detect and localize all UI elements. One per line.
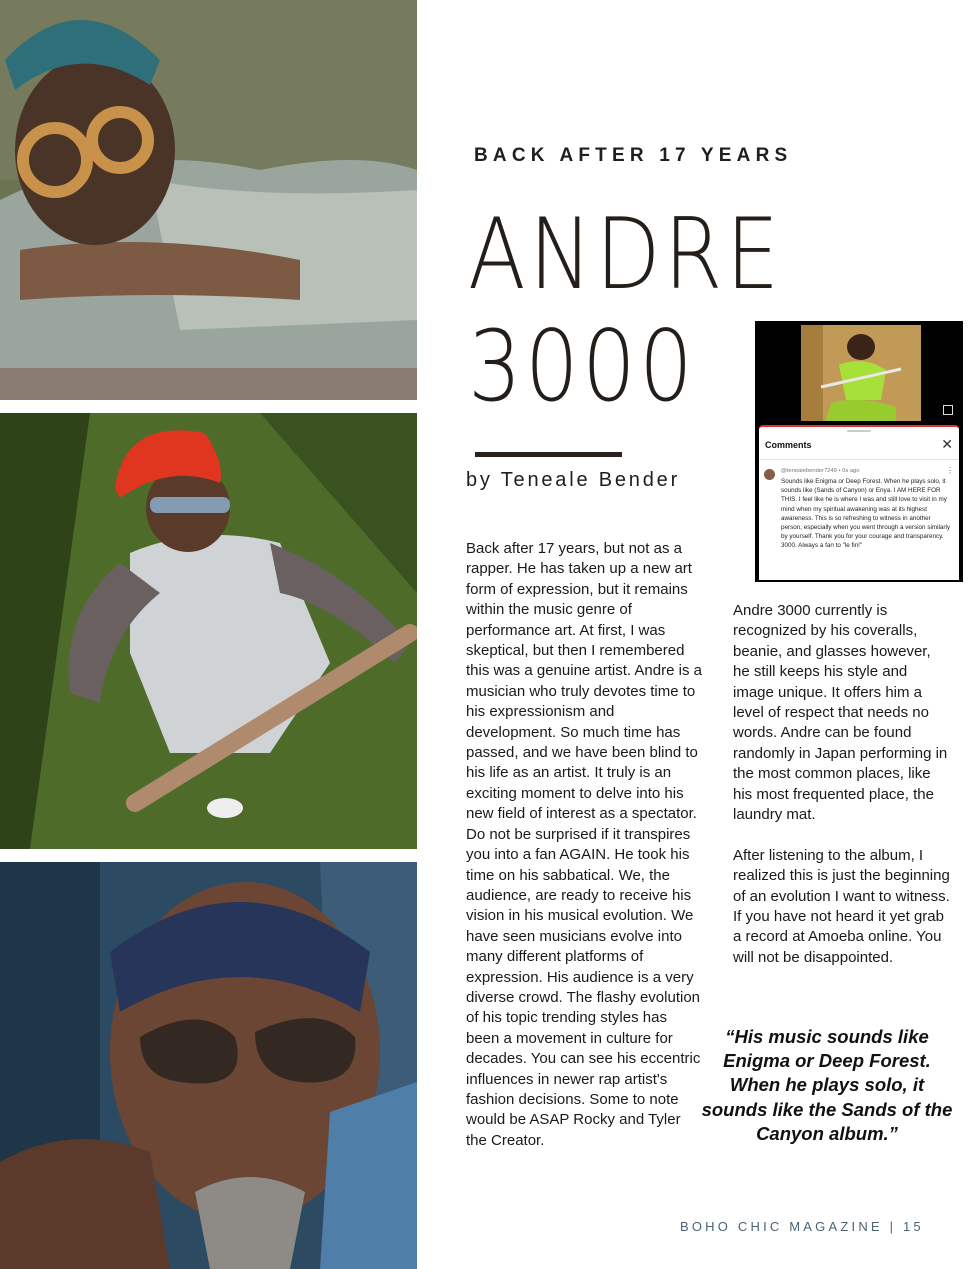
- column-2-paragraph-2: After listening to the album, I realized this is just the beginning of an evolution I want to witness. If you have not heard it yet grab a record at Amoeba online. You will not be disappointed.: [733, 846, 950, 966]
- sheet-drag-handle[interactable]: [847, 430, 871, 432]
- comment-author-meta: @tenealebender7249 • 0s ago: [781, 468, 860, 474]
- flute-photo: [0, 413, 417, 849]
- closeup-portrait-photo: [0, 862, 417, 1269]
- column-2-paragraph-1: Andre 3000 currently is recognized by his coveralls, beanie, and glasses however, he still keeps his style and image unique. It offers him a level of respect that needs no words. Andre can be found randomly in Japan performing in the most common places, like his most frequented place, the laundry mat.: [733, 602, 948, 824]
- comment-text: Sounds like Enigma or Deep Forest. When he plays solo, it sounds like (Sands of Canyon) or Enya. I AM HERE FOR THIS. I feel like he is where I was and still love to visit in my mind when my spiritual awakening was at its highest awareness. This is so refreshing to witness in another person, especially when you went through a version similarly by yourself. Thank you for your courage and transparency. 3000. Always a fan to "le fin!": [781, 478, 951, 550]
- comments-header: Comments: [765, 440, 812, 450]
- title-divider: [475, 452, 622, 457]
- portrait-photo-1: [0, 0, 417, 400]
- article-column-2: [733, 601, 951, 989]
- kicker-heading: BACK AFTER 17 YEARS: [474, 145, 793, 166]
- byline: by Teneale Bender: [466, 469, 681, 491]
- screenshot-video-thumbnail: [801, 325, 921, 421]
- fullscreen-icon[interactable]: [943, 405, 953, 415]
- article-column-1: Back after 17 years, but not as a rapper. He has taken up a new art form of expression, but it remains within the music genre of performance art. At first, I was skeptical, but then I remembered this was a genuine artist. Andre is a musician who truly devotes time to his expressionism and development. So much time has passed, and we have been blind to his life as an artist. It truly is an exciting moment to delve into his new field of interest as a spectator. Do not be surprised if it transpires you into a fan AGAIN. He took his time on his sabbatical. We, the audience, are ready to receive his vision in his musical evolution. We have seen musicians evolve into many different platforms of expression. His audience is a very diverse crowd. The flashy evolution of his topic trending styles has been a movement in culture for decades. You can see his eccentric influences in newer rap artist's fashion decisions. Some to note would be ASAP Rocky and Tyler the Creator.: [466, 540, 702, 1149]
- sheet-divider: [759, 459, 959, 460]
- title-line-2: 3000: [468, 310, 697, 424]
- more-options-icon[interactable]: ⋮: [946, 466, 954, 475]
- pull-quote: “His music sounds like Enigma or Deep Forest. When he plays solo, it sounds like the Sands of the Canyon album.”: [701, 1026, 953, 1144]
- page-footer: BOHO CHIC MAGAZINE | 15: [680, 1219, 924, 1234]
- comments-screenshot: [755, 321, 963, 582]
- close-icon[interactable]: ✕: [941, 436, 953, 452]
- avatar: [764, 469, 775, 480]
- comments-sheet: [759, 425, 959, 582]
- title-line-1: ANDRE: [468, 198, 783, 312]
